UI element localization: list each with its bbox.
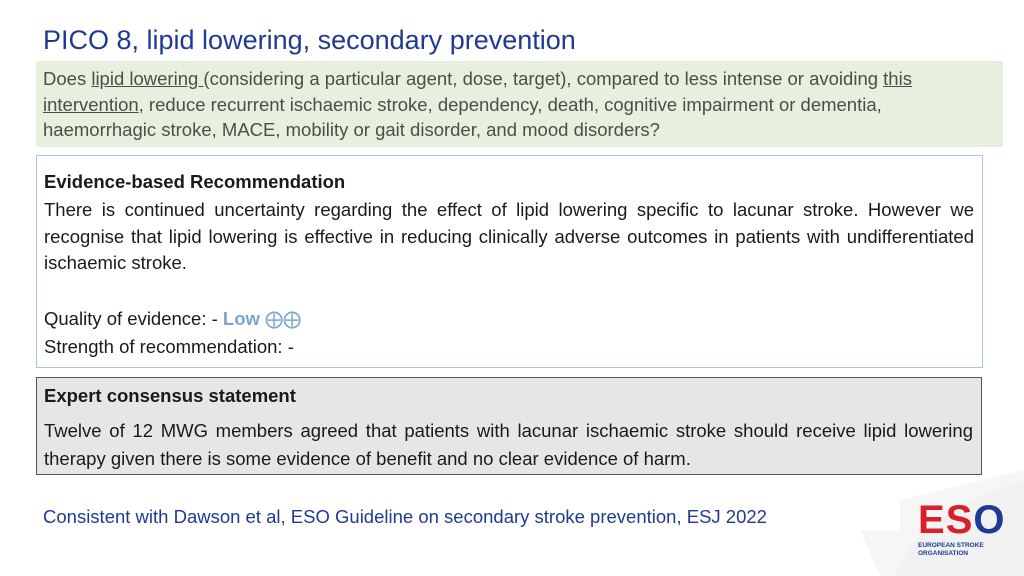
strength-of-recommendation: Strength of recommendation: -: [44, 335, 294, 357]
quality-label: Quality of evidence: -: [44, 307, 223, 329]
recommendation-heading: Evidence-based Recommendation: [44, 171, 346, 192]
eso-logo-line1: EUROPEAN STROKE: [918, 542, 984, 549]
quality-value: Low: [222, 307, 260, 329]
question-underlined-2: this intervention: [43, 68, 912, 115]
question-mid: (considering a particular agent, dose, target), compared to less intense or avoiding: [203, 68, 884, 89]
recommendation-text: There is continued uncertainty regarding the effect of lipid lowering specific to lacunar stroke. However we recognise that lipid lowering is effective in reducing clinically adverse outcomes in patients with undifferentiated ischaemic stroke.: [44, 199, 974, 273]
question-underlined: lipid lowering: [91, 68, 204, 89]
quality-circle-plus-icon: ⨁⨁: [265, 308, 302, 329]
eso-logo-wordmark: ESO: [918, 498, 1006, 542]
page-title: PICO 8, lipid lowering, secondary prevention: [43, 25, 576, 55]
footer-note: Consistent with Dawson et al, ESO Guideline on secondary stroke prevention, ESJ 2022: [43, 506, 767, 527]
eso-logo: [918, 498, 1006, 557]
expert-text: Twelve of 12 MWG members agreed that patients with lacunar ischaemic stroke should receive lipid lowering therapy given there is some evidence of benefit and no clear evidence of harm.: [44, 420, 973, 469]
eso-logo-line2: ORGANISATION: [918, 549, 969, 557]
question-prefix: Does: [43, 68, 92, 89]
expert-heading: Expert consensus statement: [44, 385, 296, 406]
question-suffix: , reduce recurrent ischaemic stroke, dependency, death, cognitive impairment or dementia, haemorrhagic stroke, MACE, mobility or gait disorder, and mood disorders?: [43, 93, 882, 140]
